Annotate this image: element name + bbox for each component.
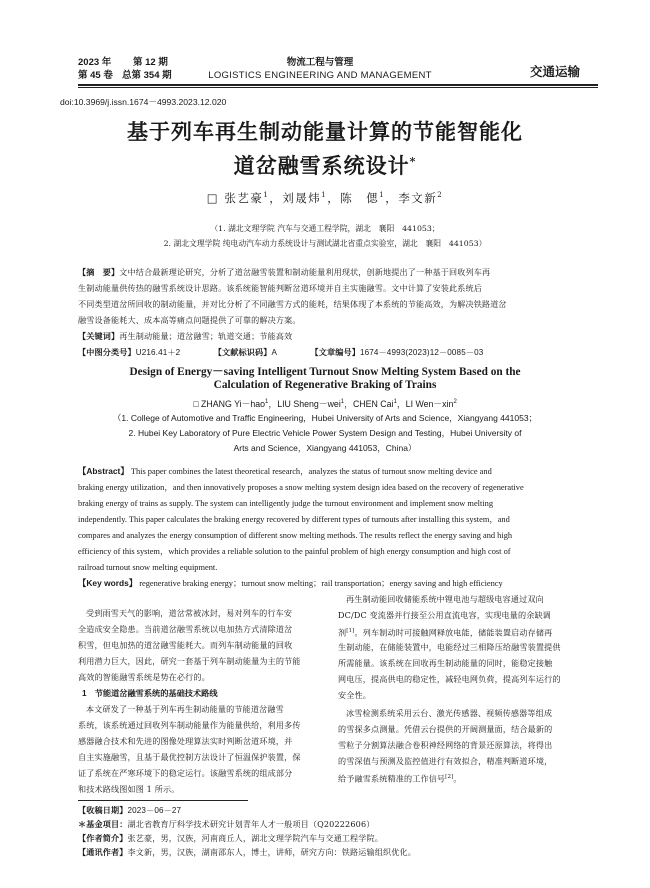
fund-value: 湖北省教育厅科学技术研究计划青年人才一般项目（Q20222606） <box>127 819 375 829</box>
body-text: 给予融雪系统精准的工作信号 <box>338 773 446 784</box>
article-no-value: 1674－4993(2023)12－0085－03 <box>359 348 484 357</box>
body-text: 剂 <box>338 627 347 638</box>
title-en-line2: Calculation of Regenerative Braking of Trains <box>213 379 437 391</box>
title-cn-line2 <box>60 150 590 180</box>
abstract-cn-line: 不同类型道岔所回收的制动能量，并对比分析了不同融雪方式的能耗，结果体现了本系统的节能高效，为解决铁路道岔 <box>78 299 507 309</box>
fund-note <box>78 817 375 832</box>
author-name: 李文新 <box>398 191 438 205</box>
author-affil-mark: 2 <box>437 191 444 200</box>
journal-name-cn: 物流工程与管理 <box>286 57 354 68</box>
keywords-en <box>78 576 503 591</box>
author-affil-mark: 2 <box>453 399 457 406</box>
abstract-en-text: This paper combines the latest theoretical research，analyzes the status of turnout snow melting device and <box>128 467 492 476</box>
author-separator: ， <box>269 191 283 205</box>
body-line: 所需能量。该系统在回收再生制动能量的同时，能稳定接触 <box>338 658 553 668</box>
body-line: 再生制动能回收储能系统中锂电池与超级电容通过双向 <box>346 594 544 604</box>
clc-label: 【中图分类号】 <box>78 347 136 357</box>
author-separator: ， <box>268 399 278 409</box>
author-name: 陈 <box>340 191 354 205</box>
abstract-en-line: railroad turnout snow melting equipment. <box>78 563 218 572</box>
abstract-cn-line: 生制动能量供传热的融雪系统设计思路。该系统能智能判断岔道环境并自主实施融雪。文中计算了安装此系统后 <box>78 283 482 293</box>
abstract-en-line: independently. This paper calculates the braking energy recovered by different types of turnouts after installing this system，and <box>78 515 510 524</box>
body-line: 雪粒子分割算法融合卷积神经网络的背景还原算法，将得出 <box>338 740 553 750</box>
body-line: 的雪探多点测量。凭借云台提供的开阔测量面，结合最新的 <box>338 724 553 734</box>
author-name: 刘晟炜 <box>282 191 322 205</box>
keywords-cn-label: 【关键词】 <box>78 331 120 341</box>
author-affil-mark: 1 <box>321 191 328 200</box>
keywords-en-label: 【Key words】 <box>78 578 138 588</box>
received-label: 【收稿日期】 <box>78 805 128 815</box>
body-line: 证了系统在严寒环境下的稳定运行。该融雪系统的组成部分 <box>78 768 293 778</box>
article-no-label: 【文章编号】 <box>310 347 360 357</box>
author-affil-mark: 1 <box>393 399 397 406</box>
affil-cn-line1: （1. 湖北文理学院 汽车与交通工程学院，湖北 襄阳 441053； <box>210 224 440 233</box>
keywords-cn-text: 再生制动能量；道岔融雪；轨道交通；节能高效 <box>119 331 293 341</box>
citation-ref: [1] <box>346 628 355 634</box>
doi: doi:10.3969/j.issn.1674－4993.2023.12.020 <box>60 97 227 107</box>
title-footnote-star: * <box>409 155 417 168</box>
abstract-en-line: braking energy of trains as supply. The system can intelligently judge the turnout environment and implement snow melting <box>78 499 494 508</box>
corr-label: 【通讯作者】 <box>78 847 128 857</box>
body-line: 本文研发了一种基于列车再生制动能量的节能道岔融雪 <box>86 704 284 714</box>
classification-row <box>78 345 483 360</box>
author-name-en: CHEN Cai <box>352 399 394 409</box>
author-name-en: LI Wen－xin <box>405 399 454 409</box>
header-volume: 第 45 卷 <box>78 70 113 81</box>
body-line: 高效的智能融雪系统是势在必行的。 <box>78 672 210 682</box>
abstract-en-line: efficiency of this system，which provides a reliable solution to the painful problem of high energy consumption and high cost of <box>78 547 511 556</box>
keywords-en-text: regenerative braking energy；turnout snow melting；rail transportation；energy saving and high efficiency <box>137 579 503 588</box>
body-line: 生制动能，在储能装置中，电能经过三相降压给融雪装置提供 <box>338 642 561 652</box>
abstract-en-label: 【Abstract】 <box>78 466 129 476</box>
author-bio <box>78 831 383 846</box>
journal-name-en: LOGISTICS ENGINEERING AND MANAGEMENT <box>208 70 432 81</box>
doc-code-value: A <box>271 348 278 357</box>
abstract-en-line: braking energy utilization，and then innovatively proposes a snow melting system design idea based on the recovery of regenerative <box>78 483 524 492</box>
author-name-en: LIU Sheng－wei <box>277 399 341 409</box>
footnote-rule <box>78 800 248 801</box>
abstract-cn-line: 融雪设备能耗大、成本高等痛点问题提供了可靠的解决方案。 <box>78 315 301 325</box>
citation-ref: [2] <box>445 774 454 780</box>
body-line: 系统，该系统通过回收列车制动能量作为能量供给，利用多传 <box>78 720 301 730</box>
author-separator: ， <box>327 191 341 205</box>
body-line: 和技术路线图如图 1 所示。 <box>78 784 180 794</box>
bio-label: 【作者简介】 <box>78 833 128 843</box>
body-line: 感器融合技术和先进的图像处理算法实时判断岔道环境，并 <box>78 736 293 746</box>
fund-label: ＊基金项目： <box>78 819 128 829</box>
corresponding-author <box>78 845 416 860</box>
author-affil-mark: 1 <box>265 399 269 406</box>
author-affil-mark: 1 <box>379 191 386 200</box>
author-affil-mark: 1 <box>263 191 270 200</box>
corr-value: 李文新，男，汉族，湖南邵东人，博士，讲师，研究方向：铁路运输组织优化。 <box>127 847 417 857</box>
authors-prefix: □ <box>206 191 220 205</box>
authors-en <box>60 397 590 410</box>
section-label: 交通运输 <box>530 65 581 79</box>
title-cn-line2-text: 道岔融雪系统设计 <box>233 153 410 178</box>
abstract-cn-line <box>78 265 490 280</box>
received-date <box>78 803 181 818</box>
body-line: 网电压，提高供电的稳定性，减轻电网负荷，提高列车运行的 <box>338 674 561 684</box>
clc-value: U216.41＋2 <box>135 348 181 357</box>
header-year: 2023 年 <box>78 57 112 68</box>
doc-code-label: 【文献标识码】 <box>213 347 272 357</box>
body-text: 。 <box>453 773 462 784</box>
author-name-en: ZHANG Yi－hao <box>201 399 266 409</box>
keywords-cn <box>78 329 292 344</box>
abstract-en-line <box>78 464 578 479</box>
authors-en-prefix: □ <box>193 399 199 409</box>
header-issue: 第 12 期 <box>133 57 168 68</box>
body-text: 。列车制动时可接触网释放电能，储能装置启动存储再 <box>354 627 553 638</box>
affil-en-line1: （1. College of Automotive and Traffic Engineering，Hubei University of Arts and Science，Xiangyang 441053； <box>112 413 538 423</box>
body-line <box>338 624 552 641</box>
author-separator: ， <box>385 191 399 205</box>
abstract-en-line: compares and analyzes the energy consumption of different snow melting methods. The results reflect the energy saving and high <box>78 531 513 540</box>
section-heading-1: 1 节能道岔融雪系统的基础技术路线 <box>82 689 218 698</box>
received-value: 2023－06－27 <box>127 806 182 815</box>
body-line: 受到雨雪天气的影响，道岔常被冰封，易对列车的行车安 <box>86 608 293 618</box>
author-name: 张艺豪 <box>224 191 264 205</box>
body-line: 自主实施融雪，且基于最优控制方法设计了恒温保护装置，保 <box>78 752 301 762</box>
authors-cn <box>60 190 590 206</box>
affil-en-line3: Arts and Science，Xiangyang 441053，China） <box>233 443 417 453</box>
bio-value: 张艺豪，男，汉族，河南商丘人，湖北文理学院汽车与交通工程学院。 <box>127 833 384 843</box>
author-affil-mark: 1 <box>340 399 345 406</box>
author-separator: ， <box>396 399 406 409</box>
body-line: 利用潜力巨大，因此，研究一套基于列车制动能量为主的节能 <box>78 656 301 666</box>
body-line: 积雪，但电加热的道岔融雪能耗大。而列车制动能量的回收 <box>78 640 293 650</box>
body-line: 安全性。 <box>338 690 371 700</box>
header-rule-bottom <box>78 87 598 88</box>
affil-en-line2: 2. Hubei Key Laboratory of Pure Electric Vehicle Power System Design and Testing，Hubei University of <box>128 428 522 438</box>
title-en-line1: Design of Energy－saving Intelligent Turnout Snow Melting System Based on the <box>129 366 521 378</box>
body-line: 冰雪检测系统采用云台、激光传感器、视频传感器等组成 <box>346 708 553 718</box>
body-line: 的雪深值与预测及监控值进行有效拟合，精准判断道环境， <box>338 756 553 766</box>
author-name: 偲 <box>366 191 380 205</box>
abstract-cn-label: 【摘 要】 <box>78 267 120 277</box>
body-line <box>338 770 462 787</box>
body-line: DC/DC 变流器并行接至公用直流电容，实现电量的余缺调 <box>338 610 551 620</box>
header-rule-top <box>78 84 598 86</box>
header-total: 总第 354 期 <box>122 70 172 81</box>
abstract-cn-text: 文中结合最新理论研究，分析了道岔融雪装置和制动能量利用现状，创新地提出了一种基于回收列车再 <box>119 267 491 277</box>
title-cn-line1: 基于列车再生制动能量计算的节能智能化 <box>127 119 523 144</box>
author-separator: ， <box>344 399 353 409</box>
body-line: 全造成安全隐患。当前道岔融雪系统以电加热方式清除道岔 <box>78 624 293 634</box>
affil-cn-line2: 2. 湖北文理学院 纯电动汽车动力系统设计与测试湖北省重点实验室，湖北 襄阳 441053） <box>163 239 487 248</box>
